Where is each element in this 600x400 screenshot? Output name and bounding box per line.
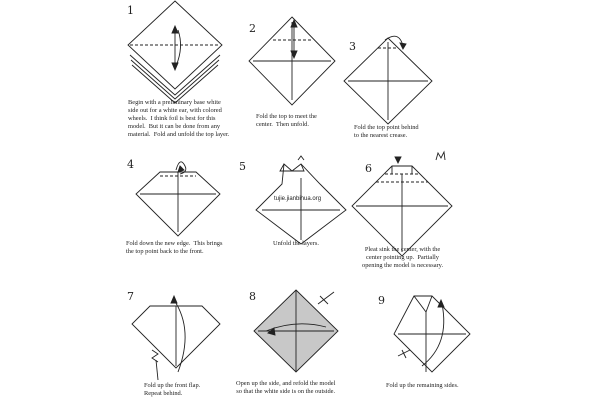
step-9-number: 9 [378, 294, 385, 307]
step-4-caption: Fold down the new edge. This brings the top point back to the front. [126, 240, 223, 255]
watermark-text: tujie.jianbihua.org [274, 196, 322, 202]
step-7-number: 7 [127, 290, 134, 303]
step-5-number: 5 [239, 160, 246, 173]
step-6-caption: Pleat sink the center, with the center pointing up. Partially opening the model is necessary. [362, 246, 444, 269]
step-1-number: 1 [127, 4, 134, 17]
step-9-caption: Fold up the remaining sides. [386, 382, 459, 389]
step-8-number: 8 [249, 290, 256, 303]
step-6-diagram [352, 152, 452, 256]
step-9-diagram [394, 296, 470, 372]
step-4-number: 4 [127, 158, 134, 171]
step-7-diagram [132, 296, 220, 380]
step-1-caption: Begin with a preliminary base white side out for a white ear, with colored wheels. I think foil is best for this model. But it can be done from any material. Fold and unfold the top layer. [128, 99, 230, 138]
step-6-number: 6 [365, 162, 372, 175]
step-3-diagram [344, 36, 432, 124]
step-4-diagram [136, 162, 220, 236]
step-1-diagram [128, 1, 222, 103]
step-3-number: 3 [349, 40, 356, 53]
step-2-number: 2 [249, 22, 256, 35]
step-2-diagram [249, 17, 335, 105]
step-8-diagram [254, 290, 338, 372]
step-8-caption: Open up the side, and refold the model so that the white side is on the outside. [236, 380, 336, 395]
step-3-caption: Fold the top point behind to the nearest crease. [354, 124, 419, 139]
step-2-caption: Fold the top to meet the center. Then unfold. [256, 113, 317, 128]
step-7-caption: Fold up the front flap. Repeat behind. [144, 382, 201, 397]
step-5-caption: Unfold the layers. [273, 240, 319, 247]
